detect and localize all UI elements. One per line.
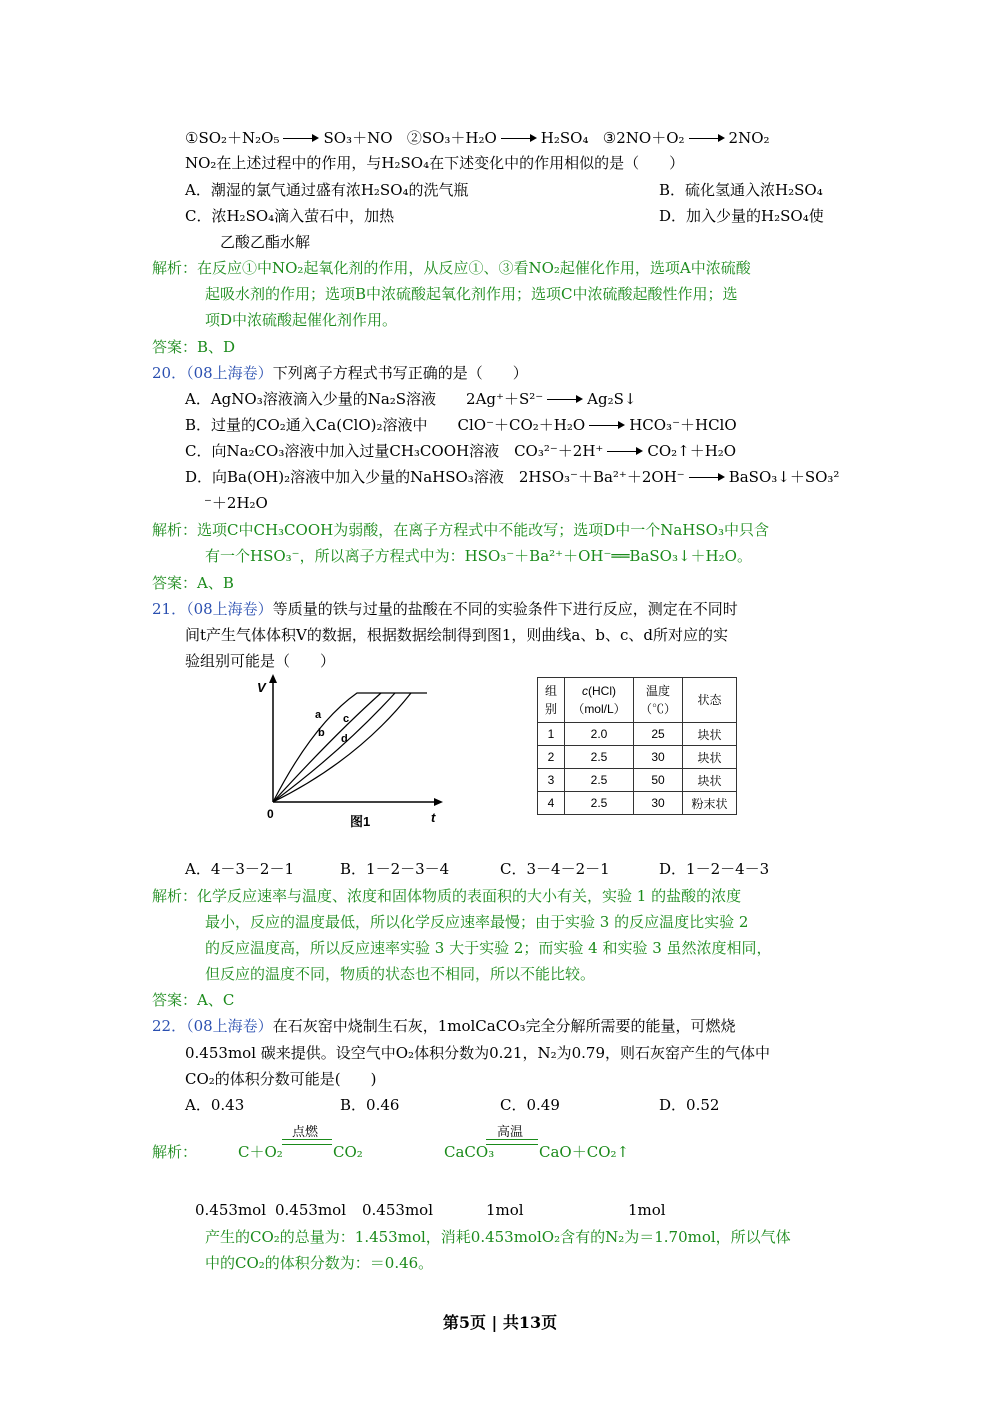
amount-caco3: 1mol: [486, 1201, 524, 1219]
analysis-text: 项D中浓硫酸起催化剂作用。: [205, 311, 398, 329]
analysis-label: 解析：: [152, 1143, 198, 1161]
arrow-icon: [547, 395, 583, 405]
amount-c: 0.453mol: [195, 1201, 266, 1219]
header-group: 组 别: [538, 678, 565, 723]
x-axis-arrow-icon: [434, 798, 443, 806]
equation-2-left: CaCO₃: [444, 1143, 495, 1161]
header-state: 状态: [683, 678, 737, 723]
equation-1-condition: 点燃: [292, 1125, 319, 1140]
analysis-text: 中的CO₂的体积分数为：＝0.46。: [205, 1254, 434, 1272]
x-axis-label: t: [431, 810, 436, 825]
question-stem: 等质量的铁与过量的盐酸在不同的实验条件下进行反应，测定在不同时: [272, 600, 738, 618]
option-d: D．向Ba(OH)₂溶液中加入少量的NaHSO₃溶液 2HSO₃⁻＋Ba²⁺＋2OH⁻ BaSO₃↓＋SO₃²: [185, 468, 840, 486]
option-c: C．3－4－2－1: [500, 860, 610, 878]
reaction-1: ①SO₂＋N₂O₅: [185, 129, 280, 147]
figure-caption: 图1: [350, 814, 371, 829]
option-d: D．1－2－4－3: [659, 860, 770, 878]
reaction-1-product: SO₃＋NO: [323, 129, 393, 147]
equation-2-condition: 高温: [497, 1125, 524, 1140]
question-number: 21．: [152, 600, 187, 618]
equation-2-right: CaO＋CO₂↑: [539, 1143, 630, 1161]
equation-1-left: C＋O₂: [238, 1143, 283, 1161]
header-concentration: c(HCl) （mol/L）: [565, 678, 634, 723]
curve-label-d: d: [341, 733, 348, 745]
analysis-text: 起吸水剂的作用；选项B中浓硫酸起氧化剂作用；选项C中浓硫酸起酸性作用；选: [205, 285, 738, 303]
question-stem: 验组别可能是（ ）: [185, 652, 336, 670]
table-row: 1 2.0 25 块状: [538, 723, 737, 746]
table-row: 2 2.5 30 块状: [538, 746, 737, 769]
amount-o2: 0.453mol: [275, 1201, 346, 1219]
option-c: C．浓H₂SO₄滴入萤石中，加热: [185, 207, 395, 225]
arrow-icon: [589, 421, 625, 431]
question-source: （08上海卷）: [186, 364, 273, 382]
option-a: A．4－3－2－1: [185, 860, 295, 878]
option-b: B．1－2－3－4: [340, 860, 450, 878]
curve-b: [273, 693, 395, 802]
analysis-text: 产生的CO₂的总量为：1.453mol，消耗0.453molO₂含有的N₂为＝1.70mol，所以气体: [205, 1228, 791, 1246]
experiment-table: [537, 677, 737, 815]
option-a: A．潮湿的氯气通过盛有浓H₂SO₄的洗气瓶: [185, 181, 469, 199]
question-20-header: [152, 363, 528, 383]
curve-a: [273, 693, 427, 802]
reaction-2-product: H₂SO₄: [540, 129, 589, 147]
option-b: B．过量的CO₂通入Ca(ClO)₂溶液中 ClO⁻＋CO₂＋H₂O HCO₃⁻＋HClO: [185, 416, 737, 434]
question-stem: 在石灰窑中烧制生石灰，1molCaCO₃完全分解所需要的能量，可燃烧: [272, 1017, 736, 1035]
option-a: A．0.43: [185, 1096, 245, 1114]
amount-co2-decomp: 1mol: [628, 1201, 666, 1219]
arrow-icon: [283, 134, 319, 144]
equation-1-equals-sign: [282, 1139, 332, 1145]
option-c: C．向Na₂CO₃溶液中加入过量CH₃COOH溶液 CO₃²⁻＋2H⁺ CO₂↑＋H₂O: [185, 442, 737, 460]
option-b: B．硫化氢通入浓H₂SO₄: [659, 181, 823, 199]
analysis-text: 解析：化学反应速率与温度、浓度和固体物质的表面积的大小有关，实验 1 的盐酸的浓度: [152, 887, 742, 905]
option-d-continued: 乙酸乙酯水解: [220, 233, 311, 251]
amount-co2: 0.453mol: [362, 1201, 433, 1219]
origin-label: 0: [267, 807, 274, 821]
question-number: 22．: [152, 1017, 187, 1035]
table-row: 3 2.5 50 块状: [538, 769, 737, 792]
curve-label-c: c: [343, 713, 350, 725]
arrow-icon: [689, 134, 725, 144]
option-d: D．加入少量的H₂SO₄使: [659, 207, 824, 225]
answer-text: 答案：B、D: [152, 338, 236, 356]
table-row: 4 2.5 30 粉末状: [538, 792, 737, 815]
table-header-row: [538, 678, 737, 723]
page-footer: 第5页 | 共13页: [442, 1313, 558, 1332]
curve-c: [273, 693, 381, 802]
analysis-text: 的反应温度高，所以反应速率实验 3 大于实验 2；而实验 4 和实验 3 虽然浓度相同，: [205, 939, 772, 957]
question-stem: 间t产生气体体积V的数据，根据数据绘制得到图1，则曲线a、b、c、d所对应的实: [185, 626, 728, 644]
figure-1: [255, 672, 445, 832]
question-stem: NO₂在上述过程中的作用，与H₂SO₄在下述变化中的作用相似的是（ ）: [185, 154, 685, 172]
question-21-header: [152, 599, 738, 619]
reaction-3: ③2NO＋O₂: [602, 129, 685, 147]
equation-1-right: CO₂: [333, 1143, 363, 1161]
reaction-3-product: 2NO₂: [728, 129, 770, 147]
question-stem: 0.453mol 碳来提供。设空气中O₂体积分数为0.21，N₂为0.79，则石灰窑产生的气体中: [185, 1044, 771, 1062]
option-d-continued: ⁻＋2H₂O: [204, 494, 268, 512]
option-c: C．0.49: [500, 1096, 560, 1114]
option-d: D．0.52: [659, 1096, 720, 1114]
analysis-text: 有一个HSO₃⁻，所以离子方程式中为：HSO₃⁻＋Ba²⁺＋OH⁻══BaSO₃↓＋H₂O。: [205, 547, 752, 565]
y-axis-label: V: [257, 680, 266, 695]
analysis-text: 解析：选项C中CH₃COOH为弱酸，在离子方程式中不能改写；选项D中一个NaHSO₃中只含: [152, 521, 769, 539]
option-a: A．AgNO₃溶液滴入少量的Na₂S溶液 2Ag⁺＋S²⁻ Ag₂S↓: [185, 390, 637, 408]
answer-text: 答案：A、B: [152, 574, 234, 592]
question-source: （08上海卷）: [186, 1017, 273, 1035]
arrow-icon: [689, 473, 725, 483]
analysis-text: 最小，反应的温度最低，所以化学反应速率最慢；由于实验 3 的反应温度比实验 2: [205, 913, 749, 931]
question-stem: 下列离子方程式书写正确的是（ ）: [272, 364, 528, 382]
answer-text: 答案：A、C: [152, 991, 235, 1009]
reaction-2: ②SO₃＋H₂O: [406, 129, 497, 147]
analysis-text: 但反应的温度不同，物质的状态也不相同，所以不能比较。: [205, 965, 596, 983]
question-stem: CO₂的体积分数可能是( ): [185, 1070, 377, 1088]
curve-label-b: b: [318, 727, 325, 739]
arrow-icon: [607, 447, 643, 457]
arrow-icon: [501, 134, 537, 144]
question-number: 20．: [152, 364, 187, 382]
curve-label-a: a: [315, 709, 322, 721]
y-axis-arrow-icon: [269, 674, 277, 683]
equation-2-equals-sign: [486, 1139, 538, 1145]
header-temperature: 温度 （℃）: [634, 678, 683, 723]
option-b: B．0.46: [340, 1096, 400, 1114]
question-source: （08上海卷）: [186, 600, 273, 618]
analysis-text: 解析：在反应①中NO₂起氧化剂的作用，从反应①、③看NO₂起催化作用，选项A中浓硫酸: [152, 259, 751, 277]
reaction-line: [185, 128, 770, 148]
question-22-header: [152, 1016, 736, 1036]
